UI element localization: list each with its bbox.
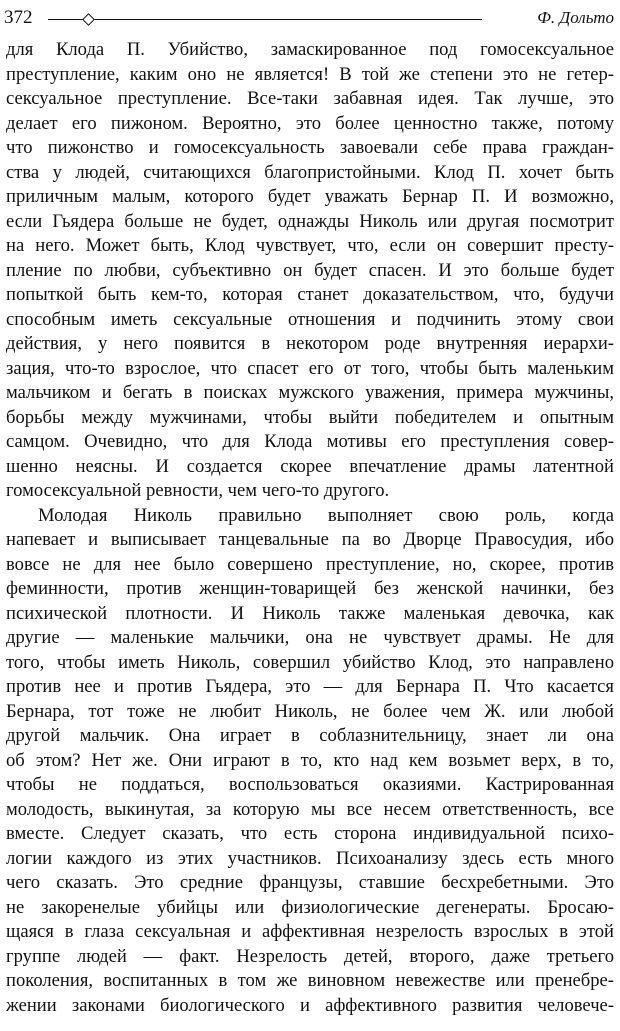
text-line: не закоренелые убийцы или физиологические дегенераты. Бросаю- — [6, 896, 614, 918]
text-line: борьбы между мужчинами, чтобы выйти победителем и опытным — [6, 406, 614, 428]
text-line: попыткой быть кем-то, которая станет доказательством, что, будучи — [6, 284, 614, 305]
text-line: вместе. Следует сказать, что есть сторона индивидуальной психо- — [6, 823, 614, 844]
text-line: щаяся в глаза сексуальная и аффективная незрелость взрослых в этой — [6, 921, 614, 942]
text-line: жении законами биологического и аффективного развития человече- — [6, 994, 614, 1016]
text-line: преступление, каким оно не является! В той же степени это не гетер- — [6, 63, 614, 85]
text-line: способным иметь сексуальные отношения и подчинить этому свои — [6, 308, 614, 330]
text-line: того, чтобы иметь Николь, совершил убийство Клод, это направлено — [6, 651, 614, 673]
text-line: феминности, против женщин-товарищей без женской начинки, без — [6, 578, 614, 599]
body-text — [6, 38, 614, 1018]
text-line: шенно неясны. И создается скорее впечатление драмы латентной — [6, 455, 614, 477]
text-line: для Клода П. Убийство, замаскированное под гомосексуальное — [6, 39, 614, 60]
text-line: гомосексуальной ревности, чем чего-то другого. — [6, 480, 390, 501]
paragraph — [6, 504, 614, 1019]
text-line: молодость, выкинутая, за которую мы все несем ответственность, все — [6, 798, 614, 820]
text-line: Молодая Николь правильно выполняет свою роль, когда — [38, 504, 614, 526]
text-line: мальчиком и бегать в поисках мужского уважения, примера мужчины, — [6, 382, 614, 403]
text-line: против нее и против Гьядера, это — для Бернара П. Что касается — [6, 676, 614, 697]
text-line: логии каждого из этих участников. Психоанализу здесь есть много — [6, 847, 614, 869]
text-line: Бернара, тот тоже не любит Николь, не более чем Ж. или любой — [6, 700, 614, 722]
page-number: 372 — [4, 7, 33, 28]
text-line: ства у людей, считающихся благопристойными. Клод П. хочет быть — [6, 161, 614, 183]
text-line: вовсе не для нее было совершено преступление, но, скорее, против — [6, 553, 614, 575]
text-line: зация, что-то взрослое, что спасет его от того, чтобы быть маленьким — [6, 357, 614, 379]
text-line: что пижонство и гомосексуальность завоевали себе права граждан- — [6, 137, 614, 158]
text-line: чтобы не поддаться, воспользоваться оказиями. Кастрированная — [6, 774, 614, 795]
text-line: группе людей — факт. Незрелость детей, второго, даже третьего — [6, 945, 614, 967]
diamond-ornament-icon — [82, 13, 95, 26]
text-line: другие — маленькие мальчики, она не чувствует драмы. Не для — [6, 627, 614, 648]
text-line: делает его пижоном. Вероятно, это более ценностно также, потому — [6, 112, 614, 134]
running-head: Ф. Дольто — [537, 8, 614, 27]
text-line: приличным малым, которого будет уважать Бернар П. И возможно, — [6, 186, 614, 207]
text-line: напевает и выписывает танцевальные па во Дворце Правосудия, ибо — [6, 529, 614, 550]
text-line: психической плотности. И Николь также маленькая девочка, как — [6, 602, 614, 624]
paragraph — [6, 38, 614, 504]
page-header — [0, 0, 620, 30]
text-line: если Гьядера больше не будет, однажды Николь или другая посмотрит — [6, 210, 614, 232]
text-line: на него. Может быть, Клод чувствует, что, если он совершит престу- — [6, 235, 614, 256]
header-rule — [48, 19, 482, 20]
text-line: пление по любви, субъективно он будет спасен. И это больше будет — [6, 259, 614, 281]
text-line: чего сказать. Это средние французы, ставшие бесхребетными. Это — [6, 872, 614, 893]
text-line: поколения, воспитанных в том же виновном невежестве или пренебре- — [6, 970, 614, 991]
text-line: сексуальное преступление. Все-таки забавная идея. Так лучше, это — [6, 88, 614, 109]
text-line: самцом. Очевидно, что для Клода мотивы его преступления совер- — [6, 431, 614, 452]
text-line: действия, у него появится в некотором роде внутренняя иерархи- — [6, 333, 614, 354]
text-line: другой мальчик. Она играет в соблазнительницу, знает ли она — [6, 725, 614, 746]
text-line: об этом? Нет же. Они играют в то, кто над кем возьмет верх, в то, — [6, 749, 614, 771]
